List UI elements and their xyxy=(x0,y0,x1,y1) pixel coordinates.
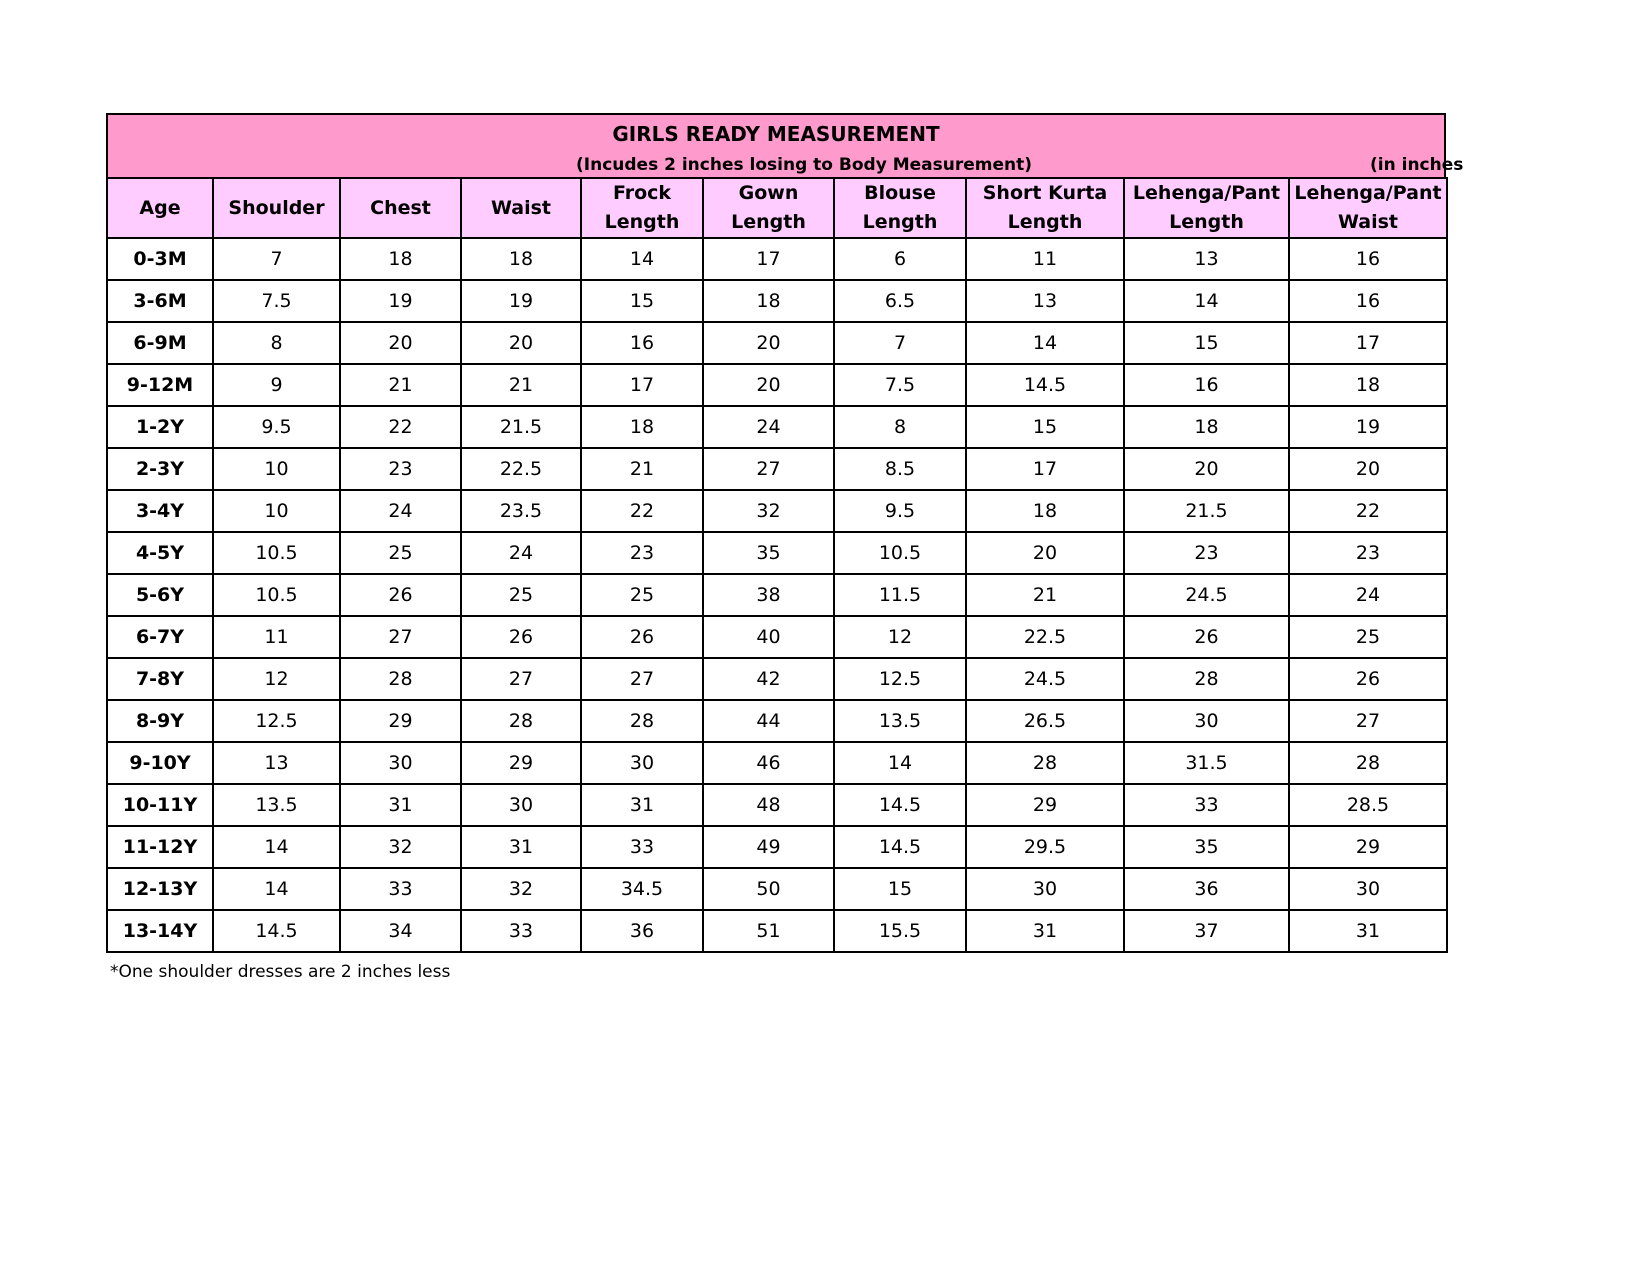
measurement-cell: 24 xyxy=(340,490,461,532)
measurement-cell: 23 xyxy=(1289,532,1447,574)
age-cell: 5-6Y xyxy=(107,574,213,616)
measurement-cell: 13 xyxy=(213,742,340,784)
age-cell: 11-12Y xyxy=(107,826,213,868)
table-row xyxy=(107,532,1447,574)
measurement-cell: 25 xyxy=(581,574,703,616)
column-header-line: Length xyxy=(731,211,806,233)
column-header-line: Chest xyxy=(370,196,431,219)
table-row xyxy=(107,910,1447,952)
age-cell: 8-9Y xyxy=(107,700,213,742)
measurement-cell: 26 xyxy=(1124,616,1289,658)
measurement-cell: 23.5 xyxy=(461,490,581,532)
measurement-cell: 12 xyxy=(213,658,340,700)
measurement-cell: 15 xyxy=(1124,322,1289,364)
measurement-cell: 31 xyxy=(966,910,1124,952)
measurement-cell: 9.5 xyxy=(213,406,340,448)
measurement-cell: 32 xyxy=(340,826,461,868)
measurement-cell: 42 xyxy=(703,658,834,700)
measurement-cell: 16 xyxy=(581,322,703,364)
measurement-cell: 27 xyxy=(461,658,581,700)
measurement-cell: 21.5 xyxy=(1124,490,1289,532)
measurement-cell: 27 xyxy=(340,616,461,658)
age-cell: 13-14Y xyxy=(107,910,213,952)
measurement-cell: 9 xyxy=(213,364,340,406)
measurement-cell: 29 xyxy=(966,784,1124,826)
measurement-cell: 7 xyxy=(213,238,340,280)
measurement-cell: 9.5 xyxy=(834,490,966,532)
measurement-cell: 20 xyxy=(966,532,1124,574)
measurement-cell: 23 xyxy=(581,532,703,574)
table-row xyxy=(107,574,1447,616)
measurement-cell: 29.5 xyxy=(966,826,1124,868)
table-row xyxy=(107,784,1447,826)
measurement-cell: 50 xyxy=(703,868,834,910)
measurement-cell: 11.5 xyxy=(834,574,966,616)
column-header xyxy=(834,178,966,238)
measurement-cell: 19 xyxy=(1289,406,1447,448)
column-header xyxy=(966,178,1124,238)
measurement-cell: 6 xyxy=(834,238,966,280)
measurement-cell: 51 xyxy=(703,910,834,952)
measurement-cell: 35 xyxy=(1124,826,1289,868)
measurement-cell: 24.5 xyxy=(1124,574,1289,616)
measurement-cell: 29 xyxy=(461,742,581,784)
measurement-cell: 29 xyxy=(1289,826,1447,868)
measurement-cell: 21 xyxy=(461,364,581,406)
measurement-cell: 18 xyxy=(966,490,1124,532)
measurement-cell: 33 xyxy=(461,910,581,952)
measurement-cell: 17 xyxy=(703,238,834,280)
measurement-cell: 24.5 xyxy=(966,658,1124,700)
measurement-cell: 22 xyxy=(581,490,703,532)
table-row xyxy=(107,658,1447,700)
measurement-cell: 28 xyxy=(340,658,461,700)
measurement-cell: 28 xyxy=(1289,742,1447,784)
measurement-cell: 12.5 xyxy=(213,700,340,742)
table-row xyxy=(107,490,1447,532)
age-cell: 9-12M xyxy=(107,364,213,406)
measurement-cell: 32 xyxy=(703,490,834,532)
measurement-cell: 14 xyxy=(834,742,966,784)
table-row xyxy=(107,868,1447,910)
measurement-cell: 11 xyxy=(966,238,1124,280)
measurement-cell: 31 xyxy=(581,784,703,826)
measurement-cell: 13 xyxy=(1124,238,1289,280)
measurement-cell: 11 xyxy=(213,616,340,658)
column-header xyxy=(213,178,340,238)
measurement-cell: 16 xyxy=(1289,238,1447,280)
measurement-cell: 26 xyxy=(461,616,581,658)
column-header-line: Shoulder xyxy=(228,196,325,219)
table-row xyxy=(107,742,1447,784)
measurement-cell: 14 xyxy=(581,238,703,280)
measurement-cell: 12.5 xyxy=(834,658,966,700)
measurement-cell: 8 xyxy=(213,322,340,364)
column-header xyxy=(1124,178,1289,238)
measurement-cell: 24 xyxy=(703,406,834,448)
measurement-cell: 18 xyxy=(703,280,834,322)
measurement-cell: 14.5 xyxy=(834,784,966,826)
measurement-cell: 44 xyxy=(703,700,834,742)
measurement-cell: 23 xyxy=(340,448,461,490)
column-header-line: Length xyxy=(604,211,680,233)
measurement-cell: 16 xyxy=(1124,364,1289,406)
measurement-cell: 25 xyxy=(1289,616,1447,658)
age-cell: 7-8Y xyxy=(107,658,213,700)
measurement-cell: 15 xyxy=(581,280,703,322)
measurement-cell: 14.5 xyxy=(834,826,966,868)
table-row xyxy=(107,448,1447,490)
measurement-cell: 24 xyxy=(1289,574,1447,616)
measurement-cell: 20 xyxy=(703,322,834,364)
column-header-line: Waist xyxy=(1337,211,1398,233)
title-band xyxy=(106,113,1464,177)
measurement-cell: 34.5 xyxy=(581,868,703,910)
table-row xyxy=(107,364,1447,406)
column-header xyxy=(340,178,461,238)
measurement-cell: 20 xyxy=(703,364,834,406)
measurement-cell: 20 xyxy=(340,322,461,364)
measurement-cell: 13 xyxy=(966,280,1124,322)
measurement-cell: 37 xyxy=(1124,910,1289,952)
measurement-cell: 35 xyxy=(703,532,834,574)
measurement-cell: 18 xyxy=(1124,406,1289,448)
measurement-cell: 18 xyxy=(581,406,703,448)
measurement-cell: 32 xyxy=(461,868,581,910)
measurement-cell: 14.5 xyxy=(213,910,340,952)
measurement-cell: 30 xyxy=(581,742,703,784)
measurement-sheet xyxy=(106,113,1464,982)
column-header xyxy=(461,178,581,238)
table-row xyxy=(107,280,1447,322)
measurement-cell: 13.5 xyxy=(834,700,966,742)
table-row xyxy=(107,616,1447,658)
measurement-cell: 26 xyxy=(340,574,461,616)
table-row xyxy=(107,700,1447,742)
sheet-title: GIRLS READY MEASUREMENT xyxy=(612,122,940,146)
measurement-cell: 29 xyxy=(340,700,461,742)
measurement-cell: 18 xyxy=(461,238,581,280)
measurement-cell: 15 xyxy=(834,868,966,910)
age-cell: 6-9M xyxy=(107,322,213,364)
measurement-cell: 21.5 xyxy=(461,406,581,448)
measurement-cell: 25 xyxy=(340,532,461,574)
measurement-cell: 26 xyxy=(1289,658,1447,700)
measurement-cell: 20 xyxy=(1289,448,1447,490)
measurement-cell: 28 xyxy=(461,700,581,742)
measurement-cell: 36 xyxy=(1124,868,1289,910)
units-note: (in inches xyxy=(1370,155,1464,175)
column-header-line: Lehenga/Pant xyxy=(1132,182,1281,204)
measurement-cell: 18 xyxy=(340,238,461,280)
measurement-cell: 14 xyxy=(213,826,340,868)
measurement-cell: 31 xyxy=(340,784,461,826)
measurement-cell: 31 xyxy=(461,826,581,868)
measurement-cell: 30 xyxy=(966,868,1124,910)
measurement-cell: 10 xyxy=(213,490,340,532)
measurement-cell: 10.5 xyxy=(213,532,340,574)
measurement-cell: 19 xyxy=(340,280,461,322)
measurement-cell: 8 xyxy=(834,406,966,448)
measurement-cell: 10 xyxy=(213,448,340,490)
measurement-cell: 16 xyxy=(1289,280,1447,322)
measurement-cell: 22 xyxy=(340,406,461,448)
measurement-cell: 30 xyxy=(340,742,461,784)
header-row xyxy=(107,178,1447,238)
table-row xyxy=(107,406,1447,448)
measurement-cell: 40 xyxy=(703,616,834,658)
age-cell: 0-3M xyxy=(107,238,213,280)
measurement-cell: 34 xyxy=(340,910,461,952)
measurement-cell: 28 xyxy=(581,700,703,742)
age-cell: 12-13Y xyxy=(107,868,213,910)
column-header-line: Blouse xyxy=(864,182,936,204)
age-cell: 4-5Y xyxy=(107,532,213,574)
measurement-cell: 28 xyxy=(1124,658,1289,700)
age-cell: 1-2Y xyxy=(107,406,213,448)
age-cell: 9-10Y xyxy=(107,742,213,784)
measurement-cell: 22.5 xyxy=(461,448,581,490)
measurement-cell: 31 xyxy=(1289,910,1447,952)
column-header-line: Short Kurta xyxy=(982,182,1108,204)
measurement-cell: 20 xyxy=(461,322,581,364)
measurement-cell: 26.5 xyxy=(966,700,1124,742)
measurement-cell: 6.5 xyxy=(834,280,966,322)
age-cell: 6-7Y xyxy=(107,616,213,658)
measurement-cell: 19 xyxy=(461,280,581,322)
measurement-cell: 14 xyxy=(966,322,1124,364)
measurement-cell: 8.5 xyxy=(834,448,966,490)
column-header xyxy=(703,178,834,238)
column-header-line: Length xyxy=(862,211,938,233)
measurement-cell: 21 xyxy=(340,364,461,406)
measurement-cell: 21 xyxy=(581,448,703,490)
measurement-cell: 23 xyxy=(1124,532,1289,574)
column-header xyxy=(1289,178,1447,238)
measurement-cell: 31.5 xyxy=(1124,742,1289,784)
measurement-cell: 17 xyxy=(1289,322,1447,364)
measurement-cell: 24 xyxy=(461,532,581,574)
measurement-cell: 26 xyxy=(581,616,703,658)
measurement-cell: 33 xyxy=(340,868,461,910)
column-header-line: Lehenga/Pant xyxy=(1294,182,1442,204)
measurement-cell: 49 xyxy=(703,826,834,868)
column-header-line: Waist xyxy=(490,196,551,219)
measurement-cell: 36 xyxy=(581,910,703,952)
measurement-cell: 46 xyxy=(703,742,834,784)
age-cell: 3-4Y xyxy=(107,490,213,532)
measurement-cell: 21 xyxy=(966,574,1124,616)
table-body xyxy=(107,238,1447,952)
measurement-cell: 28.5 xyxy=(1289,784,1447,826)
age-cell: 10-11Y xyxy=(107,784,213,826)
column-header-line: Length xyxy=(1169,211,1244,233)
measurement-cell: 27 xyxy=(581,658,703,700)
measurement-cell: 25 xyxy=(461,574,581,616)
measurement-cell: 27 xyxy=(703,448,834,490)
table-row xyxy=(107,238,1447,280)
measurement-cell: 33 xyxy=(581,826,703,868)
column-header-line: Age xyxy=(139,196,181,219)
measurement-cell: 10.5 xyxy=(834,532,966,574)
age-cell: 2-3Y xyxy=(107,448,213,490)
measurement-cell: 12 xyxy=(834,616,966,658)
measurement-cell: 28 xyxy=(966,742,1124,784)
measurement-cell: 14 xyxy=(213,868,340,910)
measurement-cell: 22.5 xyxy=(966,616,1124,658)
age-cell: 3-6M xyxy=(107,280,213,322)
column-header-line: Frock xyxy=(612,182,672,204)
table-row xyxy=(107,826,1447,868)
measurement-cell: 15.5 xyxy=(834,910,966,952)
measurement-cell: 15 xyxy=(966,406,1124,448)
measurement-cell: 30 xyxy=(1124,700,1289,742)
table-row xyxy=(107,322,1447,364)
measurement-cell: 30 xyxy=(1289,868,1447,910)
column-header-line: Gown xyxy=(738,182,799,204)
measurement-cell: 7 xyxy=(834,322,966,364)
column-header xyxy=(107,178,213,238)
measurement-cell: 7.5 xyxy=(834,364,966,406)
measurement-cell: 13.5 xyxy=(213,784,340,826)
measurement-cell: 20 xyxy=(1124,448,1289,490)
measurement-cell: 17 xyxy=(966,448,1124,490)
measurement-cell: 7.5 xyxy=(213,280,340,322)
measurement-table xyxy=(106,177,1448,953)
column-header xyxy=(581,178,703,238)
measurement-cell: 48 xyxy=(703,784,834,826)
measurement-cell: 27 xyxy=(1289,700,1447,742)
sheet-subtitle: (Incudes 2 inches losing to Body Measurement) xyxy=(576,155,1033,175)
measurement-cell: 22 xyxy=(1289,490,1447,532)
measurement-cell: 30 xyxy=(461,784,581,826)
measurement-cell: 33 xyxy=(1124,784,1289,826)
measurement-cell: 10.5 xyxy=(213,574,340,616)
measurement-cell: 38 xyxy=(703,574,834,616)
measurement-cell: 14 xyxy=(1124,280,1289,322)
measurement-cell: 14.5 xyxy=(966,364,1124,406)
footnote: *One shoulder dresses are 2 inches less xyxy=(110,962,451,982)
column-header-line: Length xyxy=(1007,211,1083,233)
measurement-cell: 18 xyxy=(1289,364,1447,406)
measurement-cell: 17 xyxy=(581,364,703,406)
